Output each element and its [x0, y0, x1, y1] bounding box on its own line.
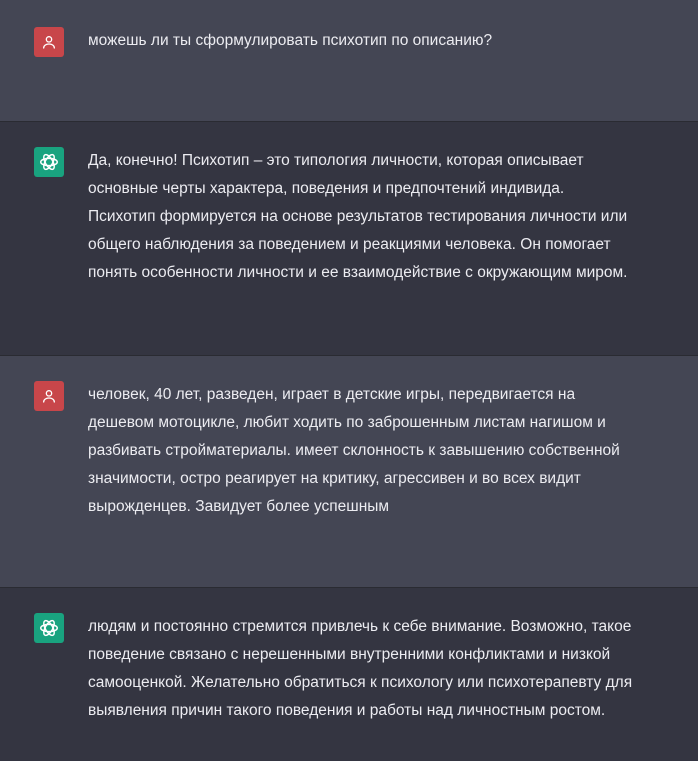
- user-avatar: [34, 27, 64, 57]
- openai-logo-icon: [38, 151, 60, 173]
- user-message: [0, 0, 698, 122]
- user-icon: [41, 34, 57, 50]
- assistant-avatar: [34, 147, 64, 177]
- user-message: [0, 356, 698, 588]
- openai-logo-icon: [38, 617, 60, 639]
- message-text: людям и постоянно стремится привлечь к себе внимание. Возможно, такое поведение связано с нерешенными внутренними конфликтами и низкой самооценкой. Желательно обратиться к психологу или психотерапевту для выявления причин такого поведения и работы над личностным ростом.: [88, 618, 633, 719]
- user-icon: [41, 388, 57, 404]
- message-text: Да, конечно! Психотип – это типология личности, которая описывает основные черты характера, поведения и предпочтений индивида. Психотип формируется на основе результатов тестирования личности или общего наблюдения за поведением и реакциями человека. Он помогает понять особенности личности и ее взаимодействие с окружающим миром.: [88, 152, 628, 281]
- user-avatar: [34, 381, 64, 411]
- assistant-avatar: [34, 613, 64, 643]
- message-text: можешь ли ты сформулировать психотип по описанию?: [88, 32, 493, 49]
- assistant-message: [0, 122, 698, 356]
- assistant-message: [0, 588, 698, 761]
- message-text: человек, 40 лет, разведен, играет в детские игры, передвигается на дешевом мотоцикле, любит ходить по заброшенным листам нагишом и разбивать стройматериалы. имеет склонность к завышению собственной значимости, остро реагирует на критику, агрессивен и во всех видит вырожденцев. Завидует более успешным: [88, 386, 620, 515]
